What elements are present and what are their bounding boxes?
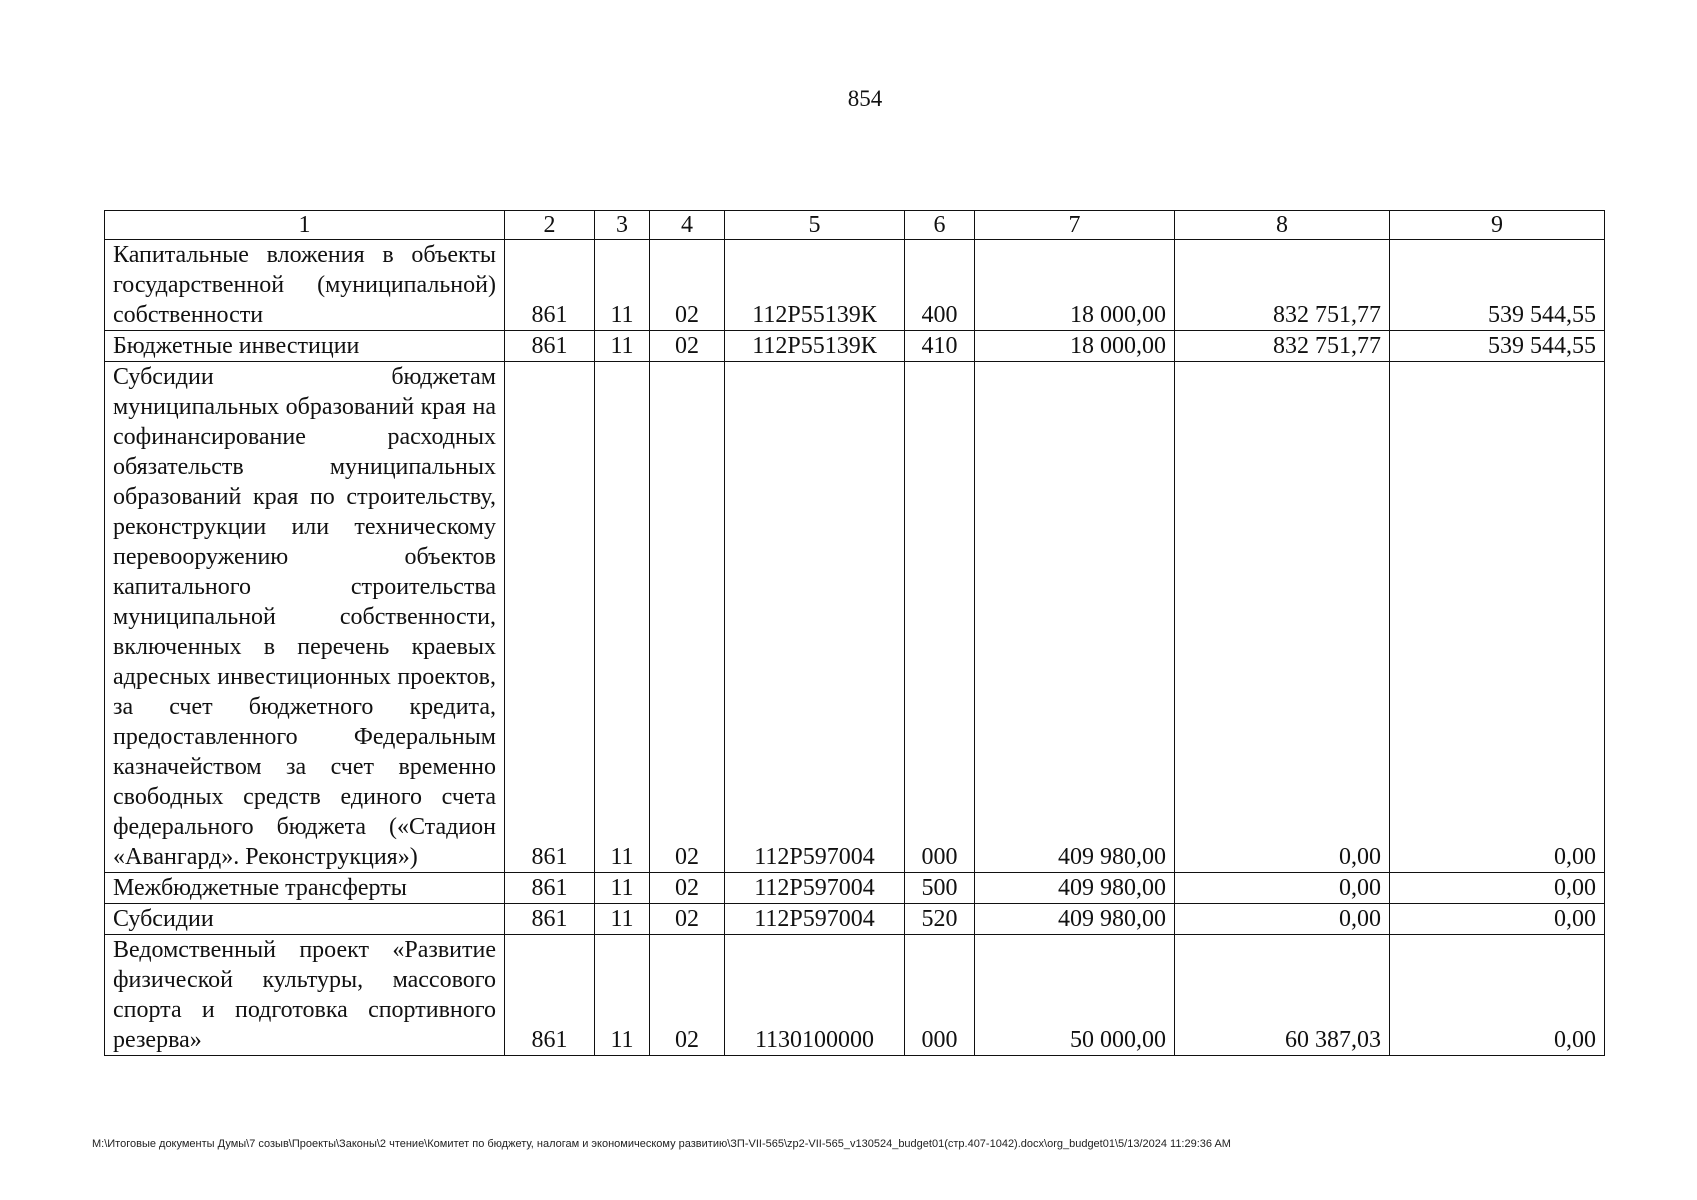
cell-col4: 02 bbox=[650, 873, 725, 904]
cell-col8: 0,00 bbox=[1175, 904, 1390, 935]
cell-col7: 409 980,00 bbox=[975, 904, 1175, 935]
cell-col7: 18 000,00 bbox=[975, 240, 1175, 331]
cell-col5: 112Р597004 bbox=[725, 362, 905, 873]
cell-col9: 0,00 bbox=[1390, 904, 1605, 935]
cell-col5: 112Р597004 bbox=[725, 904, 905, 935]
table-row bbox=[105, 240, 1605, 331]
row-name: Межбюджетные трансферты bbox=[105, 873, 505, 904]
cell-col3: 11 bbox=[595, 904, 650, 935]
cell-col6: 000 bbox=[905, 362, 975, 873]
header-cell: 6 bbox=[905, 211, 975, 240]
table-header-row bbox=[105, 211, 1605, 240]
cell-col9: 0,00 bbox=[1390, 362, 1605, 873]
row-name: Ведомственный проект «Развитие физической культуры, массового спорта и подготовка спортивного резерва» bbox=[105, 935, 505, 1056]
cell-col8: 0,00 bbox=[1175, 362, 1390, 873]
cell-col9: 539 544,55 bbox=[1390, 240, 1605, 331]
cell-col5: 1130100000 bbox=[725, 935, 905, 1056]
budget-table bbox=[104, 210, 1605, 1056]
header-cell: 4 bbox=[650, 211, 725, 240]
header-cell: 5 bbox=[725, 211, 905, 240]
cell-col3: 11 bbox=[595, 873, 650, 904]
cell-col5: 112Р55139К bbox=[725, 331, 905, 362]
cell-col7: 18 000,00 bbox=[975, 331, 1175, 362]
table-row bbox=[105, 904, 1605, 935]
cell-col3: 11 bbox=[595, 331, 650, 362]
cell-col6: 520 bbox=[905, 904, 975, 935]
cell-col6: 410 bbox=[905, 331, 975, 362]
row-name: Бюджетные инвестиции bbox=[105, 331, 505, 362]
row-name: Субсидии bbox=[105, 904, 505, 935]
cell-col5: 112Р597004 bbox=[725, 873, 905, 904]
cell-col6: 500 bbox=[905, 873, 975, 904]
cell-col2: 861 bbox=[505, 362, 595, 873]
cell-col4: 02 bbox=[650, 935, 725, 1056]
header-cell: 7 bbox=[975, 211, 1175, 240]
cell-col6: 400 bbox=[905, 240, 975, 331]
page-number: 854 bbox=[847, 86, 883, 111]
cell-col4: 02 bbox=[650, 240, 725, 331]
header-cell: 3 bbox=[595, 211, 650, 240]
table-row bbox=[105, 362, 1605, 873]
cell-col7: 409 980,00 bbox=[975, 873, 1175, 904]
cell-col2: 861 bbox=[505, 240, 595, 331]
document-path-footer: M:\Итоговые документы Думы\7 созыв\Проекты\Законы\2 чтение\Комитет по бюджету, налогам и экономическому развитию\ЗП-VII-565\zp2-VII-565_v130524_budget01(стр.407-1042).docx\org_budget01\5/13/2024 11:29:36 AM bbox=[92, 1138, 1231, 1150]
table-row bbox=[105, 873, 1605, 904]
cell-col4: 02 bbox=[650, 331, 725, 362]
cell-col3: 11 bbox=[595, 240, 650, 331]
header-cell: 2 bbox=[505, 211, 595, 240]
cell-col7: 50 000,00 bbox=[975, 935, 1175, 1056]
cell-col9: 0,00 bbox=[1390, 935, 1605, 1056]
cell-col7: 409 980,00 bbox=[975, 362, 1175, 873]
cell-col3: 11 bbox=[595, 362, 650, 873]
cell-col8: 60 387,03 bbox=[1175, 935, 1390, 1056]
cell-col6: 000 bbox=[905, 935, 975, 1056]
cell-col2: 861 bbox=[505, 904, 595, 935]
header-cell: 1 bbox=[105, 211, 505, 240]
cell-col9: 0,00 bbox=[1390, 873, 1605, 904]
cell-col2: 861 bbox=[505, 935, 595, 1056]
cell-col8: 0,00 bbox=[1175, 873, 1390, 904]
cell-col2: 861 bbox=[505, 873, 595, 904]
cell-col2: 861 bbox=[505, 331, 595, 362]
cell-col8: 832 751,77 bbox=[1175, 240, 1390, 331]
cell-col4: 02 bbox=[650, 362, 725, 873]
header-cell: 8 bbox=[1175, 211, 1390, 240]
cell-col9: 539 544,55 bbox=[1390, 331, 1605, 362]
row-name: Субсидии бюджетам муниципальных образований края на софинансирование расходных обязательств муниципальных образований края по строительству, реконструкции или техническому перевооружению объектов капитального строительства муниципальной собственности, включенных в перечень краевых адресных инвестиционных проектов, за счет бюджетного кредита, предоставленного Федеральным казначейством за счет временно свободных средств единого счета федерального бюджета («Стадион «Авангард». Реконструкция») bbox=[105, 362, 505, 873]
row-name: Капитальные вложения в объекты государственной (муниципальной) собственности bbox=[105, 240, 505, 331]
header-cell: 9 bbox=[1390, 211, 1605, 240]
table-row bbox=[105, 935, 1605, 1056]
cell-col3: 11 bbox=[595, 935, 650, 1056]
table-row bbox=[105, 331, 1605, 362]
cell-col4: 02 bbox=[650, 904, 725, 935]
cell-col5: 112Р55139К bbox=[725, 240, 905, 331]
cell-col8: 832 751,77 bbox=[1175, 331, 1390, 362]
